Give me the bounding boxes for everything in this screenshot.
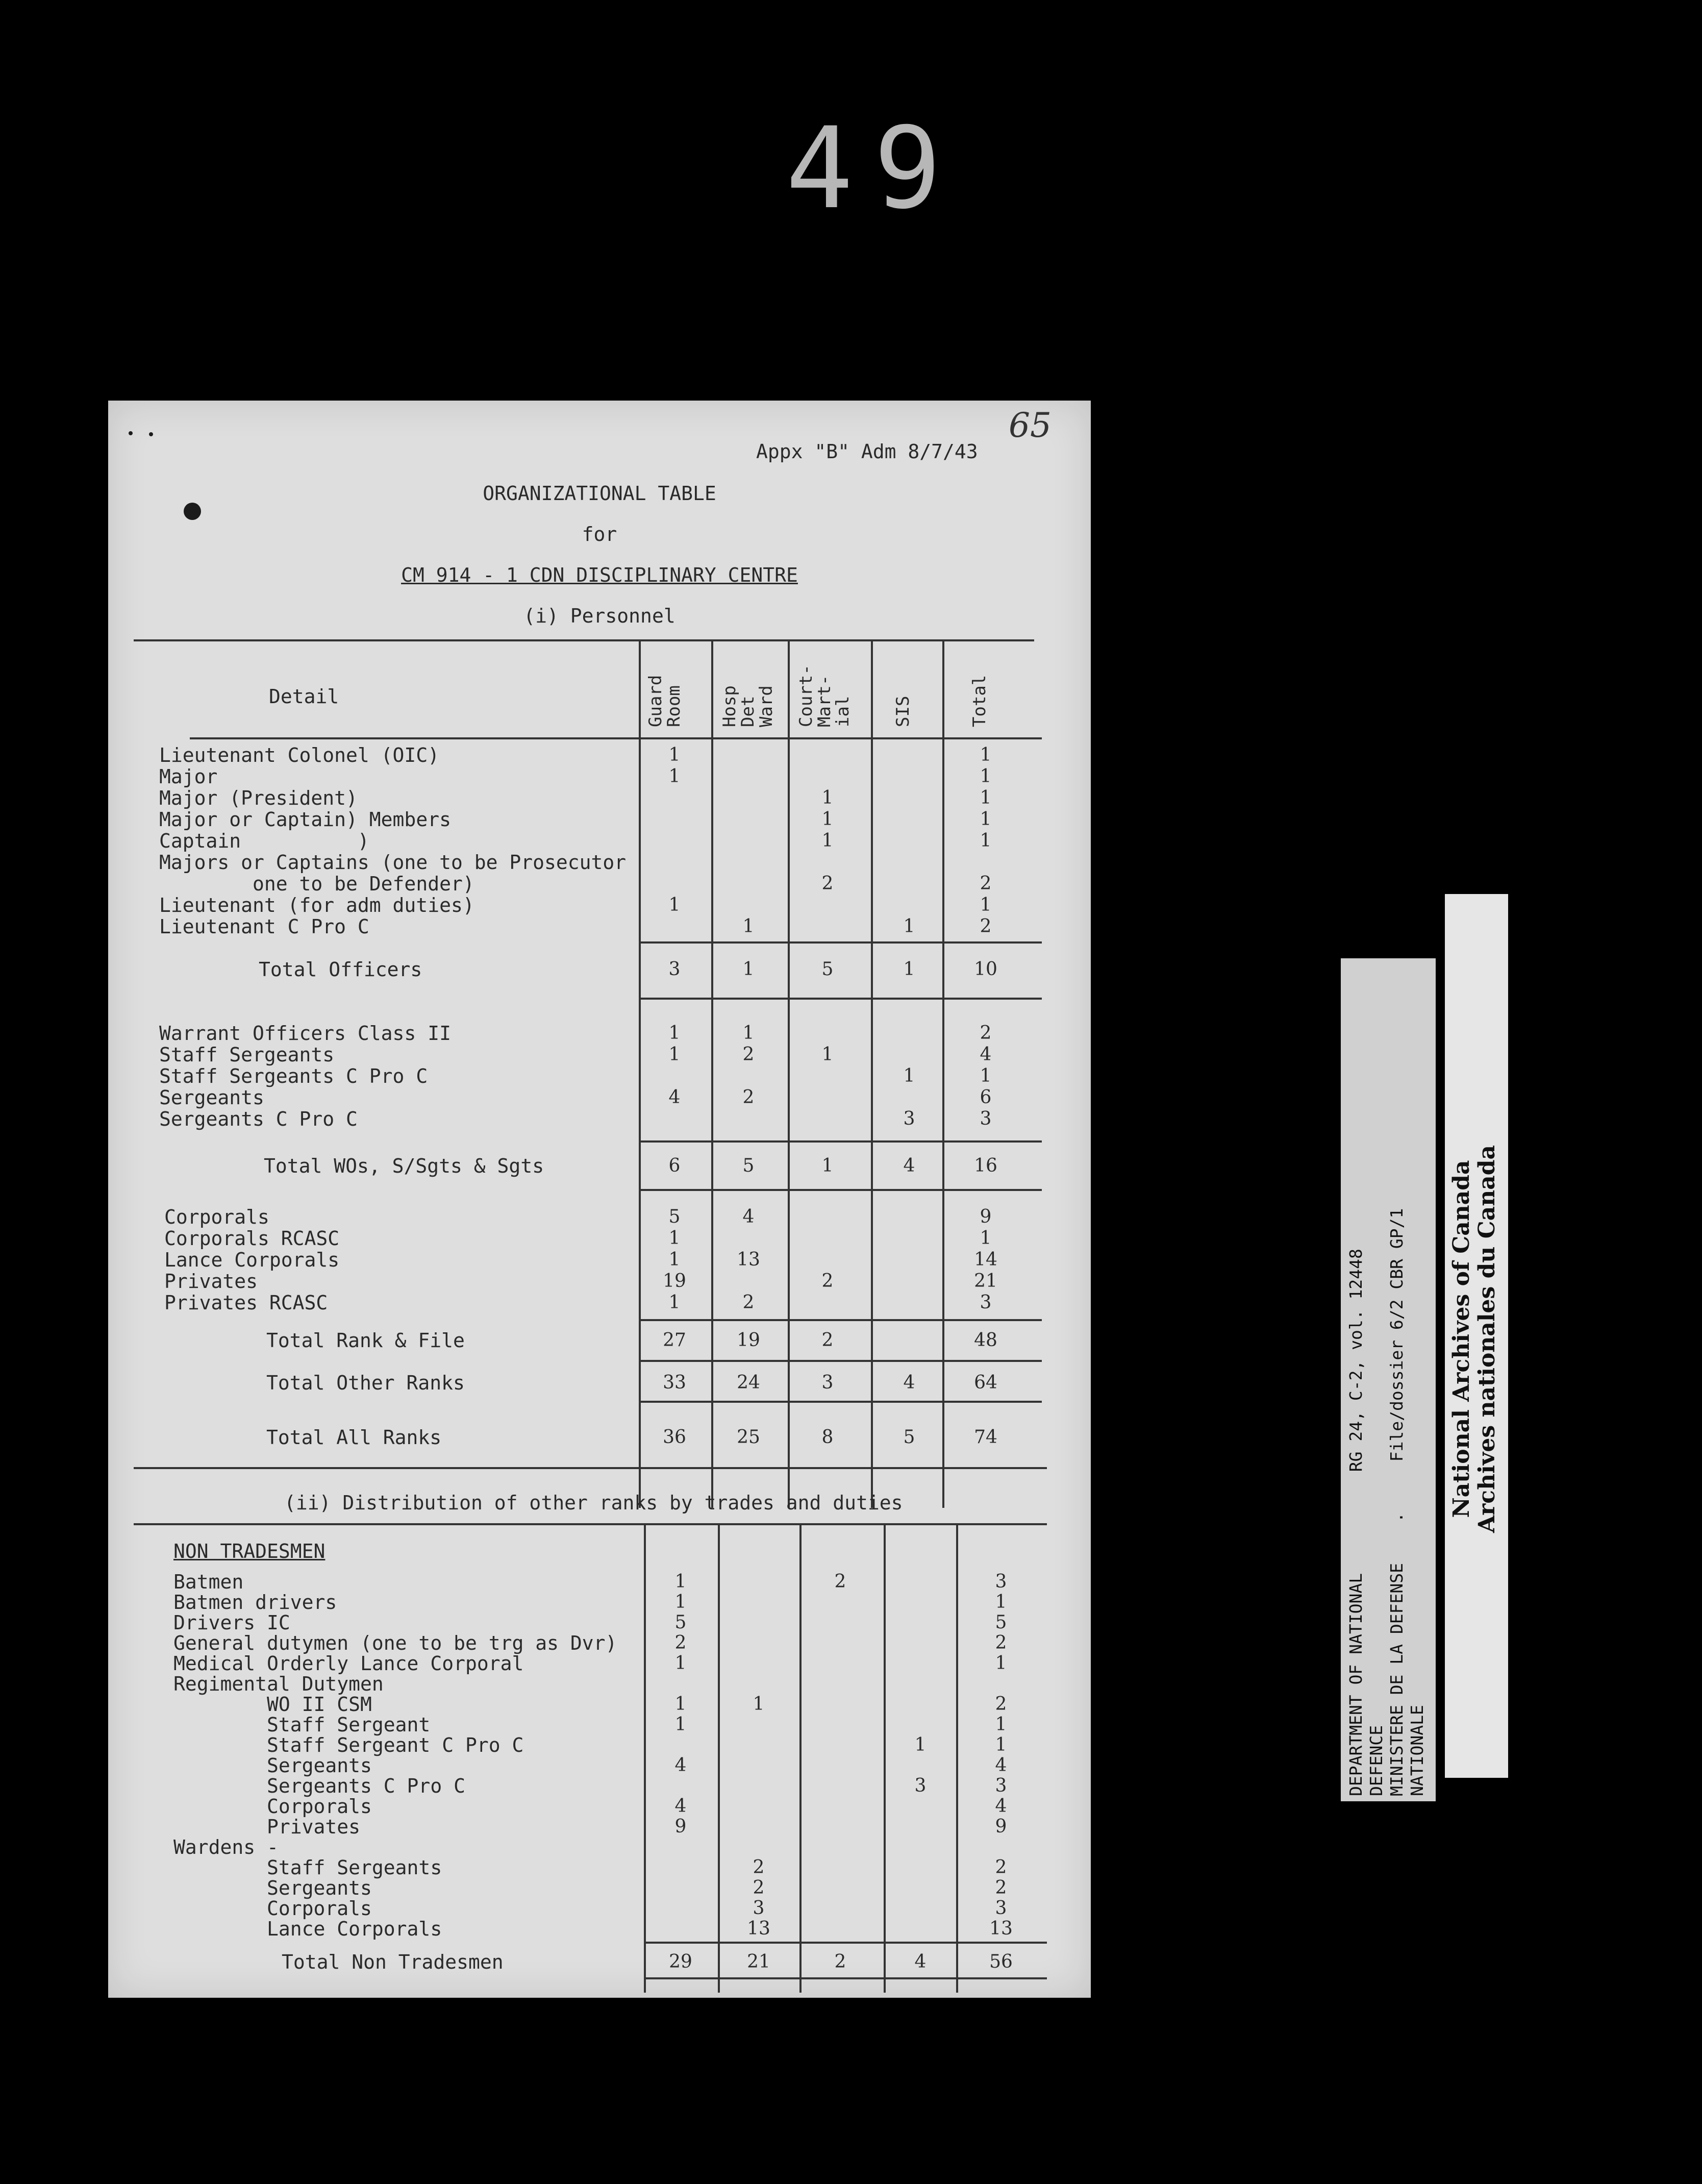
cell-total: 1 xyxy=(995,1592,1007,1612)
row-label: Corporals xyxy=(173,1897,372,1920)
cell-total: 16 xyxy=(974,1155,997,1176)
cell-guard: 1 xyxy=(674,1571,687,1592)
cell-guard: 3 xyxy=(668,959,681,980)
cell-total: 13 xyxy=(989,1918,1013,1939)
national-archives-label xyxy=(1445,894,1508,1778)
row-rule xyxy=(639,941,1042,944)
stamp-ref-line2: File/dossier 6/2 CBR GP/1 xyxy=(1387,1208,1407,1462)
cell-sis: 1 xyxy=(903,916,915,937)
table-row xyxy=(108,831,1091,851)
cell-sis: 3 xyxy=(903,1108,915,1129)
table-row xyxy=(108,1023,1091,1044)
cell-total: 2 xyxy=(995,1694,1007,1715)
cell-sis: 3 xyxy=(914,1775,927,1796)
archives-text xyxy=(1449,905,1500,1773)
table-row xyxy=(108,809,1091,830)
cell-total: 2 xyxy=(995,1877,1007,1898)
column-header-sis: SIS xyxy=(893,696,913,727)
stamp-dept-line2: DEFENCE xyxy=(1366,1725,1386,1796)
table-row xyxy=(108,1952,1091,1972)
cell-court: 1 xyxy=(821,1155,834,1176)
cell-total: 3 xyxy=(995,1898,1007,1919)
cell-hosp: 3 xyxy=(753,1898,765,1919)
row-label: Total Other Ranks xyxy=(266,1372,465,1394)
table-row xyxy=(108,1109,1091,1129)
row-label: Lieutenant (for adm duties) xyxy=(159,894,474,916)
row-label: Staff Sergeants xyxy=(173,1856,442,1879)
row-label: Captain ) xyxy=(159,830,369,852)
document-page xyxy=(108,401,1091,1998)
cell-guard: 5 xyxy=(674,1612,687,1633)
table-row xyxy=(108,1612,1091,1633)
cell-total: 21 xyxy=(974,1271,997,1292)
cell-guard: 36 xyxy=(663,1427,686,1448)
cell-guard: 5 xyxy=(668,1206,681,1227)
cell-total: 1 xyxy=(980,766,992,787)
document-title-for: for xyxy=(582,523,617,545)
cell-total: 5 xyxy=(995,1612,1007,1633)
row-label: Total All Ranks xyxy=(266,1426,442,1449)
detail-column-header: Detail xyxy=(269,685,339,708)
cell-hosp: 21 xyxy=(747,1951,770,1972)
row-label: Lieutenant Colonel (OIC) xyxy=(159,744,440,766)
table-row xyxy=(108,1330,1091,1351)
table-row xyxy=(108,1228,1091,1249)
row-rule xyxy=(639,1140,1042,1143)
table-row xyxy=(108,1674,1091,1694)
table-row xyxy=(108,1755,1091,1776)
column-header-guard-room: Guard Room xyxy=(645,675,684,727)
cell-sis: 4 xyxy=(914,1951,927,1972)
table-row xyxy=(108,1427,1091,1448)
cell-hosp: 1 xyxy=(742,1023,755,1044)
row-label: Total Officers xyxy=(259,958,422,981)
cell-hosp: 5 xyxy=(742,1155,755,1176)
stamp-dept-line3: MINISTERE DE LA DEFENSE xyxy=(1387,1563,1407,1796)
table-row xyxy=(108,1373,1091,1393)
row-label: Corporals xyxy=(173,1795,372,1818)
archives-line2: Archives nationales du Canada xyxy=(1474,1145,1500,1533)
document-unit-title: CM 914 - 1 CDN DISCIPLINARY CENTRE xyxy=(401,564,798,586)
cell-guard: 33 xyxy=(663,1372,686,1393)
cell-guard: 27 xyxy=(663,1330,686,1351)
cell-court: 8 xyxy=(821,1427,834,1448)
row-label: Privates RCASC xyxy=(164,1292,328,1314)
cell-total: 4 xyxy=(995,1796,1007,1817)
row-label: Majors or Captains (one to be Prosecutor xyxy=(159,851,627,874)
cell-guard: 1 xyxy=(674,1592,687,1612)
folio-number: 65 xyxy=(1009,406,1052,445)
row-label: WO II CSM xyxy=(173,1693,372,1716)
row-label: Major or Captain) Members xyxy=(159,808,451,831)
cell-total: 4 xyxy=(980,1044,992,1065)
column-header-court-martial: Court- Mart- ial xyxy=(796,664,853,727)
column-header-total: Total xyxy=(969,675,990,727)
cell-guard: 1 xyxy=(668,744,681,765)
cell-court: 3 xyxy=(821,1372,834,1393)
cell-total: 2 xyxy=(980,873,992,894)
header-bottom-rule xyxy=(190,737,1042,739)
cell-sis: 4 xyxy=(903,1372,915,1393)
table-row xyxy=(108,1735,1091,1755)
cell-guard: 1 xyxy=(668,895,681,915)
row-label: Lance Corporals xyxy=(173,1918,442,1940)
row-label: Regimental Dutymen xyxy=(173,1673,384,1695)
cell-hosp: 4 xyxy=(742,1206,755,1227)
table-row xyxy=(108,874,1091,894)
row-label: Sergeants xyxy=(159,1086,264,1109)
table-row xyxy=(108,959,1091,980)
row-label: Sergeants C Pro C xyxy=(159,1108,358,1130)
stamp-ref-line1: RG 24, C-2, vol. 12448 xyxy=(1346,1249,1366,1472)
cell-hosp: 2 xyxy=(753,1877,765,1898)
cell-guard: 1 xyxy=(674,1714,687,1735)
cell-guard: 29 xyxy=(669,1951,692,1972)
cell-total: 3 xyxy=(995,1571,1007,1592)
cell-total: 2 xyxy=(980,1023,992,1044)
row-rule xyxy=(644,1942,1047,1944)
table-row xyxy=(108,1066,1091,1086)
table-row xyxy=(108,1207,1091,1227)
cell-court: 1 xyxy=(821,787,834,808)
cell-total: 48 xyxy=(974,1330,997,1351)
cell-total: 2 xyxy=(995,1632,1007,1653)
section-rule xyxy=(134,1467,1047,1469)
row-rule xyxy=(639,1401,1042,1403)
cell-guard: 4 xyxy=(668,1087,681,1108)
stamp-dept-line4: NATIONALE xyxy=(1407,1705,1427,1796)
row-label: Privates xyxy=(164,1270,258,1293)
cell-total: 1 xyxy=(980,1065,992,1086)
cell-guard: 1 xyxy=(668,1249,681,1270)
row-rule xyxy=(639,998,1042,1000)
cell-total: 2 xyxy=(995,1857,1007,1878)
cell-total: 1 xyxy=(980,809,992,830)
row-label: Staff Sergeants xyxy=(159,1044,335,1066)
row-label: Lance Corporals xyxy=(164,1249,340,1271)
row-rule xyxy=(639,1360,1042,1362)
row-label: Total WOs, S/Sgts & Sgts xyxy=(264,1155,544,1177)
row-label: Staff Sergeant C Pro C xyxy=(173,1734,524,1756)
cell-sis: 1 xyxy=(903,959,915,980)
cell-total: 74 xyxy=(974,1427,997,1448)
table-row xyxy=(108,1592,1091,1612)
table-row xyxy=(108,1817,1091,1837)
microfilm-frame-number: 49 xyxy=(786,103,962,234)
cell-total: 3 xyxy=(995,1775,1007,1796)
cell-guard: 2 xyxy=(674,1632,687,1653)
table-row xyxy=(108,1898,1091,1919)
cell-hosp: 13 xyxy=(747,1918,770,1939)
cell-hosp: 19 xyxy=(737,1330,760,1351)
table-row xyxy=(108,1293,1091,1313)
table-row xyxy=(108,766,1091,787)
cell-total: 1 xyxy=(980,895,992,915)
row-label: Major xyxy=(159,765,218,788)
section-rule xyxy=(134,1523,1047,1525)
table-row xyxy=(108,1633,1091,1653)
row-label: Wardens - xyxy=(173,1836,279,1858)
cell-court: 1 xyxy=(821,809,834,830)
cell-total: 6 xyxy=(980,1087,992,1108)
column-header-hosp-det-ward: Hosp Det Ward xyxy=(719,685,777,727)
appendix-reference: Appx "B" Adm 8/7/43 xyxy=(756,440,978,463)
row-rule xyxy=(639,1189,1042,1191)
cell-total: 64 xyxy=(974,1372,997,1393)
archives-line1: National Archives of Canada xyxy=(1448,1160,1474,1518)
cell-court: 2 xyxy=(834,1951,846,1972)
cell-sis: 1 xyxy=(903,1065,915,1086)
cell-total: 3 xyxy=(980,1108,992,1129)
cell-guard: 1 xyxy=(668,1292,681,1313)
row-rule xyxy=(644,1977,1047,1979)
cell-court: 2 xyxy=(821,1330,834,1351)
cell-hosp: 1 xyxy=(742,959,755,980)
table-row xyxy=(108,916,1091,937)
cell-hosp: 2 xyxy=(742,1087,755,1108)
cell-court: 1 xyxy=(821,830,834,851)
row-label: Staff Sergeant xyxy=(173,1714,431,1736)
cell-guard: 4 xyxy=(674,1796,687,1817)
cell-guard: 1 xyxy=(668,1228,681,1249)
cell-total: 1 xyxy=(980,744,992,765)
table-row xyxy=(108,1653,1091,1674)
row-label: Sergeants xyxy=(173,1877,372,1899)
table-row xyxy=(108,1572,1091,1592)
row-label: Staff Sergeants C Pro C xyxy=(159,1065,428,1087)
cell-total: 3 xyxy=(980,1292,992,1313)
cell-court: 2 xyxy=(821,1271,834,1292)
cell-sis: 1 xyxy=(914,1734,927,1755)
section-distribution-heading: (ii) Distribution of other ranks by trades and duties xyxy=(284,1492,903,1514)
cell-total: 1 xyxy=(995,1734,1007,1755)
row-label: Warrant Officers Class II xyxy=(159,1022,451,1045)
table-row xyxy=(108,852,1091,873)
cell-sis: 5 xyxy=(903,1427,915,1448)
row-label: Corporals RCASC xyxy=(164,1227,340,1250)
row-label: Total Rank & File xyxy=(266,1329,465,1352)
cell-guard: 1 xyxy=(668,766,681,787)
punch-mark xyxy=(129,431,133,435)
ink-blot xyxy=(184,503,201,520)
cell-guard: 4 xyxy=(674,1755,687,1776)
cell-total: 1 xyxy=(980,830,992,851)
cell-total: 9 xyxy=(980,1206,992,1227)
cell-hosp: 2 xyxy=(753,1857,765,1878)
row-label: Batmen drivers xyxy=(173,1591,337,1614)
table-row xyxy=(108,1776,1091,1796)
row-label: one to be Defender) xyxy=(159,873,474,895)
table-row xyxy=(108,1250,1091,1270)
cell-hosp: 13 xyxy=(737,1249,760,1270)
row-label: Total Non Tradesmen xyxy=(282,1951,504,1973)
cell-total: 4 xyxy=(995,1755,1007,1776)
table-row xyxy=(108,1919,1091,1939)
row-label: Corporals xyxy=(164,1206,269,1228)
cell-court: 5 xyxy=(821,959,834,980)
cell-guard: 1 xyxy=(668,1023,681,1044)
cell-hosp: 24 xyxy=(737,1372,760,1393)
cell-total: 1 xyxy=(995,1653,1007,1674)
table-row xyxy=(108,1796,1091,1817)
cell-hosp: 1 xyxy=(753,1694,765,1715)
cell-guard: 19 xyxy=(663,1271,686,1292)
cell-guard: 6 xyxy=(668,1155,681,1176)
cell-sis: 4 xyxy=(903,1155,915,1176)
cell-hosp: 25 xyxy=(737,1427,760,1448)
cell-hosp: 2 xyxy=(742,1292,755,1313)
cell-guard: 9 xyxy=(674,1816,687,1837)
cell-court: 2 xyxy=(834,1571,846,1592)
cell-court: 2 xyxy=(821,873,834,894)
row-label: Lieutenant C Pro C xyxy=(159,915,369,938)
section-personnel-heading: (i) Personnel xyxy=(523,605,675,627)
table-row xyxy=(108,895,1091,915)
table-row xyxy=(108,1271,1091,1292)
row-label: Sergeants C Pro C xyxy=(173,1775,465,1797)
cell-total: 1 xyxy=(980,1228,992,1249)
table-row xyxy=(108,1694,1091,1715)
row-label: Major (President) xyxy=(159,787,358,809)
row-label: Sergeants xyxy=(173,1754,372,1777)
row-rule xyxy=(639,1319,1042,1321)
cell-total: 2 xyxy=(980,916,992,937)
table-row xyxy=(108,788,1091,808)
row-label: General dutymen (one to be trg as Dvr) xyxy=(173,1632,617,1654)
cell-total: 14 xyxy=(974,1249,997,1270)
row-label: Batmen xyxy=(173,1571,244,1593)
punch-mark xyxy=(149,432,153,436)
cell-guard: 1 xyxy=(668,1044,681,1065)
cell-total: 9 xyxy=(995,1816,1007,1837)
non-tradesmen-heading: NON TRADESMEN xyxy=(173,1540,326,1562)
table-row xyxy=(108,1045,1091,1065)
cell-total: 1 xyxy=(995,1714,1007,1735)
table-row xyxy=(108,1087,1091,1108)
table-row xyxy=(108,1156,1091,1176)
cell-total: 56 xyxy=(989,1951,1013,1972)
cell-guard: 1 xyxy=(674,1653,687,1674)
cell-hosp: 2 xyxy=(742,1044,755,1065)
stamp-text: DEPARTMENT OF NATIONAL RG 24, C-2, vol. 12448 DEFENCE MINISTERE DE LA DEFENSE . File/dossier 6/2 CBR GP/1 NATIONALE xyxy=(1346,1208,1427,1796)
table-row xyxy=(108,745,1091,765)
document-title: ORGANIZATIONAL TABLE xyxy=(483,482,716,505)
table-row xyxy=(108,1715,1091,1735)
stamp-dept-line1: DEPARTMENT OF NATIONAL xyxy=(1346,1573,1366,1796)
cell-total: 10 xyxy=(974,959,997,980)
row-label: Drivers IC xyxy=(173,1611,290,1634)
table-row xyxy=(108,1837,1091,1857)
table-row xyxy=(108,1857,1091,1878)
archival-reference-stamp xyxy=(1341,958,1436,1801)
table-row xyxy=(108,1878,1091,1898)
table-top-rule xyxy=(134,639,1034,641)
cell-guard: 1 xyxy=(674,1694,687,1715)
cell-court: 1 xyxy=(821,1044,834,1065)
row-label: Privates xyxy=(173,1816,361,1838)
cell-hosp: 1 xyxy=(742,916,755,937)
row-label: Medical Orderly Lance Corporal xyxy=(173,1652,524,1675)
cell-total: 1 xyxy=(980,787,992,808)
